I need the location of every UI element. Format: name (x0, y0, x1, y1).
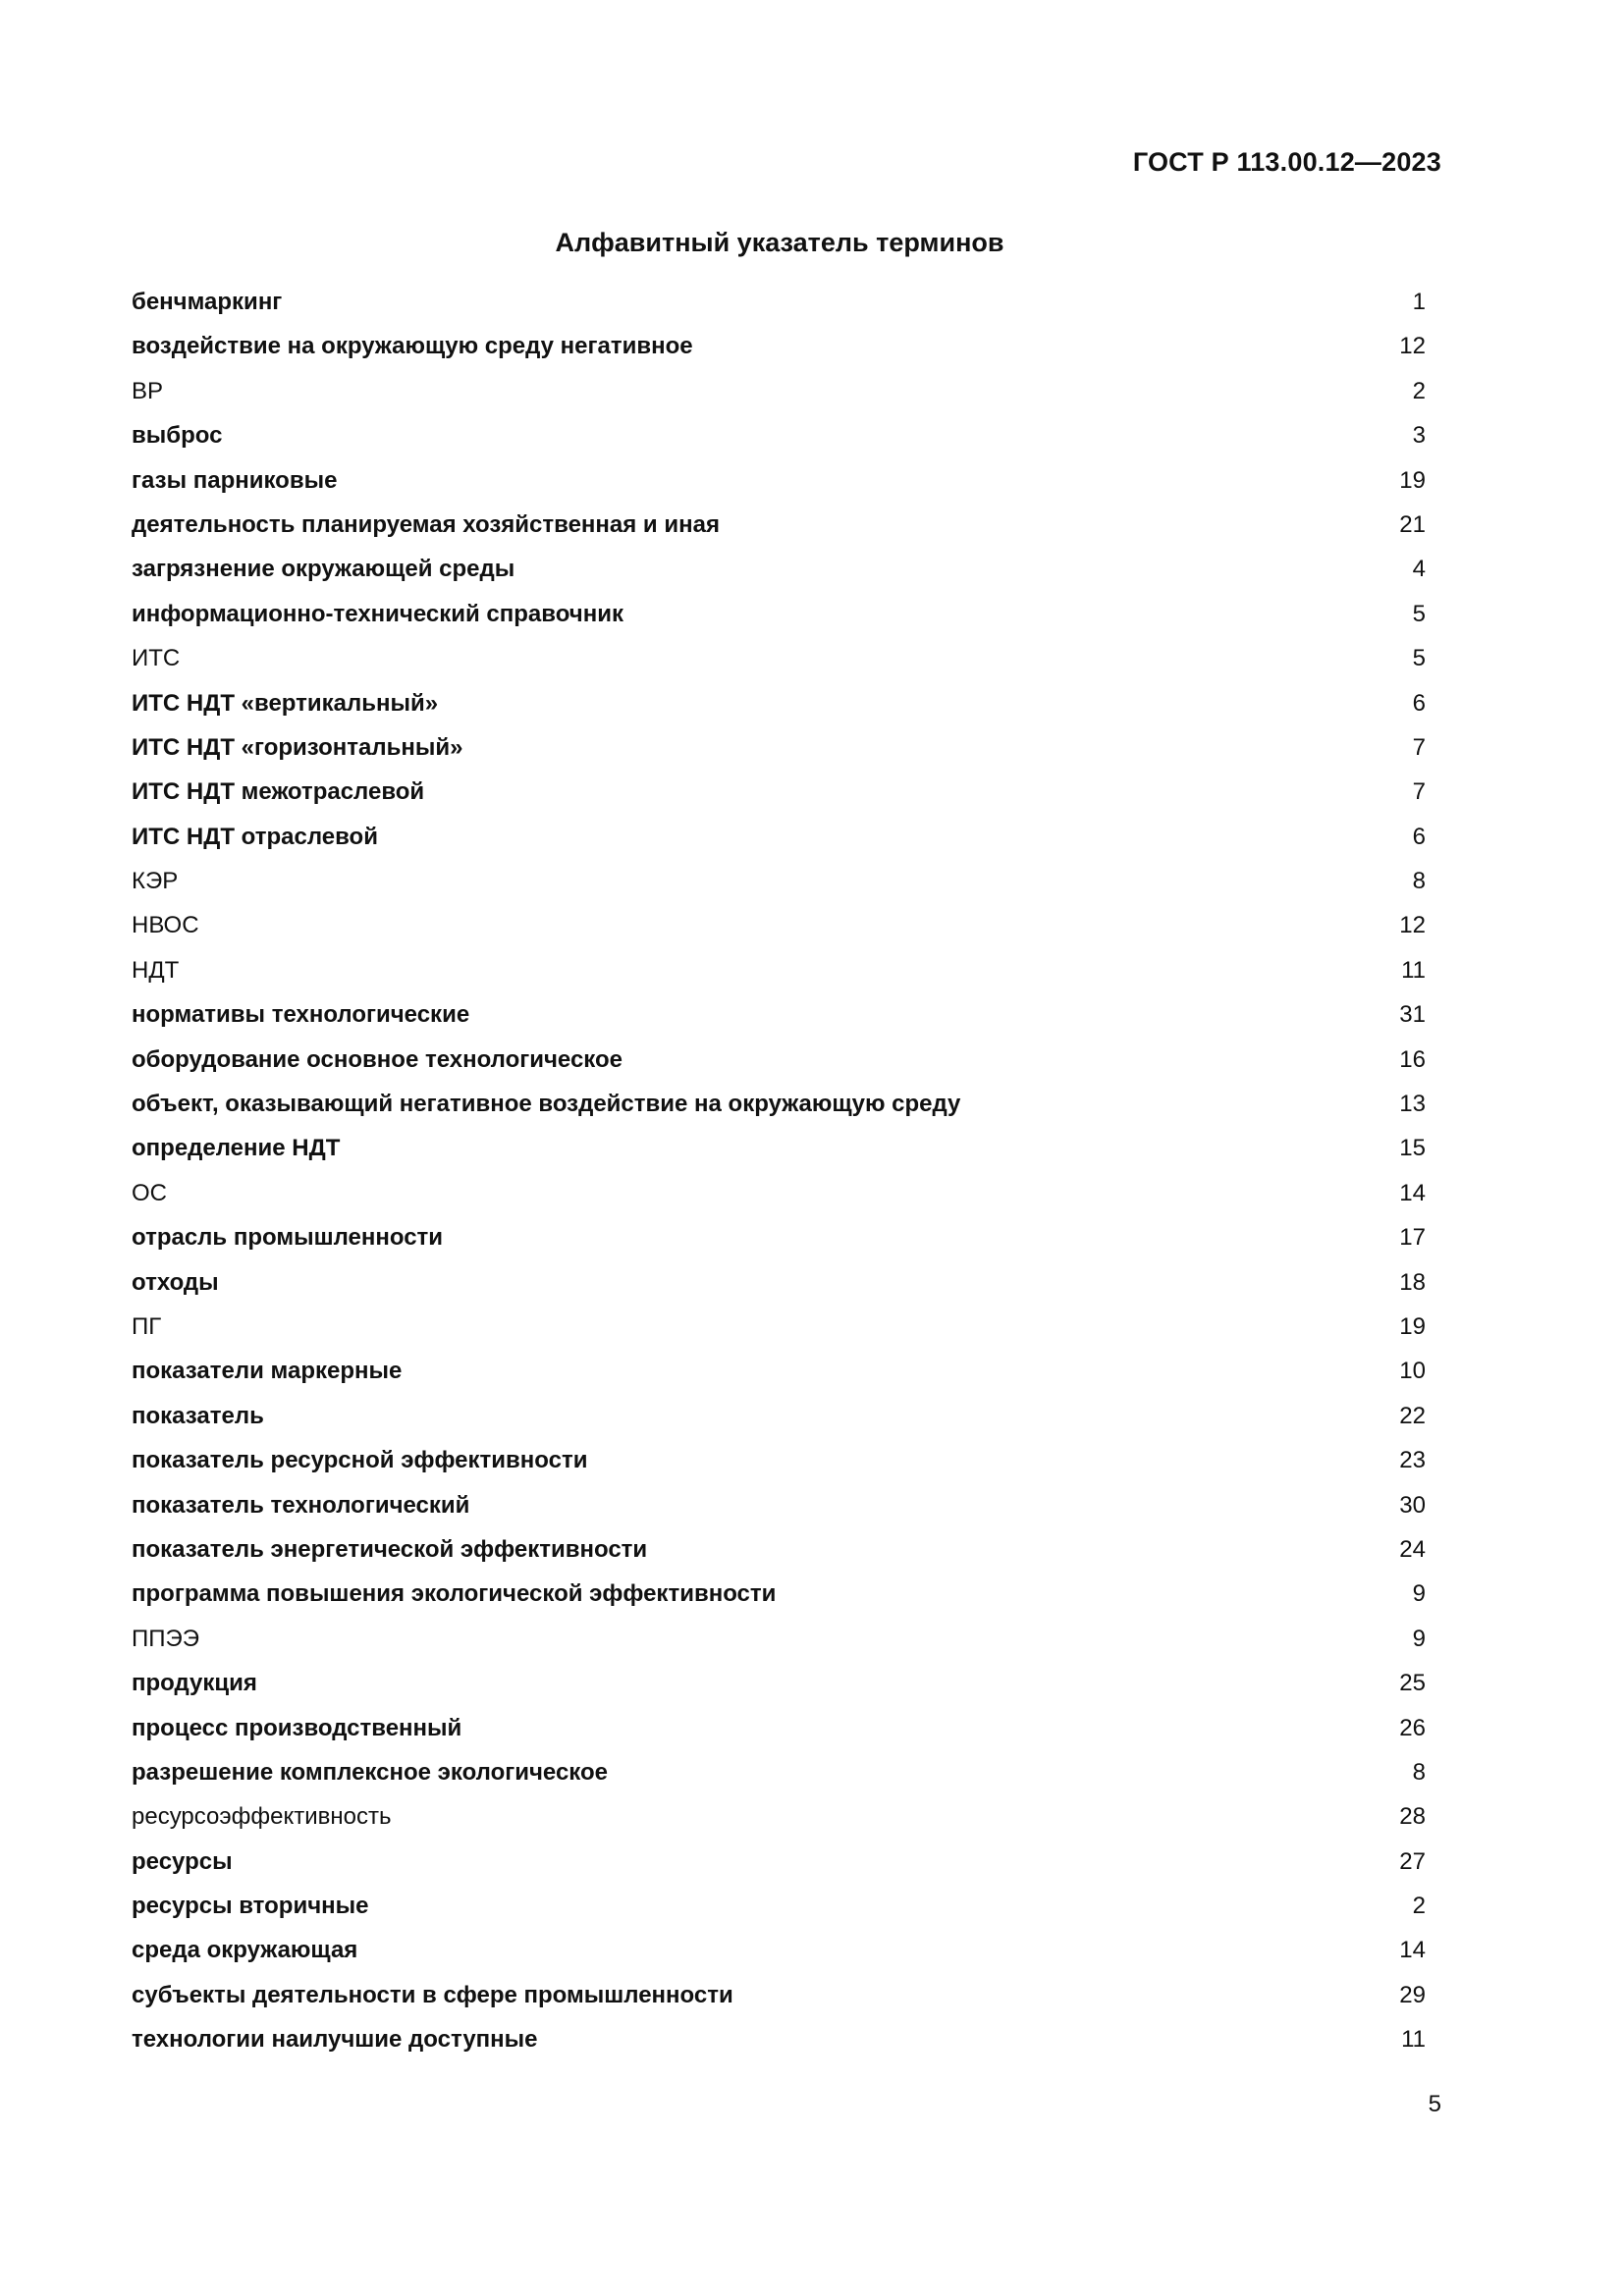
index-entry (132, 903, 1426, 947)
index-term: показатель (132, 1402, 264, 1429)
index-entry (132, 681, 1426, 725)
index-term: ПГ (132, 1312, 162, 1340)
index-term: ресурсы вторичные (132, 1893, 369, 1920)
index-term: продукция (132, 1670, 257, 1697)
index-entry (132, 413, 1426, 457)
index-term: бенчмаркинг (132, 289, 283, 315)
index-term: ИТС НДТ отраслевой (132, 823, 378, 850)
index-term: оборудование основное технологическое (132, 1045, 623, 1073)
index-term: показатель энергетической эффективности (132, 1535, 648, 1563)
index-term-ref: 23 (1399, 1447, 1426, 1474)
index-entry (132, 1215, 1426, 1259)
index-entry (132, 503, 1426, 547)
index-term: ИТС НДТ межотраслевой (132, 778, 425, 806)
index-entry (132, 1794, 1426, 1839)
index-term-ref: 2 (1412, 1893, 1426, 1920)
index-term-ref: 3 (1412, 422, 1426, 450)
index-entry (132, 280, 1426, 324)
index-term: загрязнение окружающей среды (132, 556, 515, 583)
index-term: выброс (132, 422, 223, 450)
index-entry (132, 1038, 1426, 1082)
index-term: ИТС (132, 645, 181, 672)
index-term: показатели маркерные (132, 1358, 403, 1385)
index-term-ref: 2 (1412, 377, 1426, 404)
index-term-ref: 16 (1399, 1045, 1426, 1073)
index-term: газы парниковые (132, 466, 338, 494)
index-term: показатель ресурсной эффективности (132, 1447, 588, 1474)
index-term: КЭР (132, 868, 179, 895)
index-term-ref: 14 (1399, 1179, 1426, 1206)
index-term-ref: 27 (1399, 1847, 1426, 1875)
index-entry (132, 547, 1426, 591)
index-term: среда окружающая (132, 1937, 358, 1964)
index-entry (132, 592, 1426, 636)
index-entry (132, 1973, 1426, 2017)
index-entry (132, 1082, 1426, 1126)
index-term: ИТС НДТ «вертикальный» (132, 689, 439, 717)
index-term-ref: 11 (1401, 2026, 1426, 2054)
index-term-ref: 30 (1399, 1491, 1426, 1519)
index-term: разрешение комплексное экологическое (132, 1758, 609, 1786)
term-index-list (132, 280, 1426, 2062)
index-term: ИТС НДТ «горизонтальный» (132, 733, 463, 761)
index-entry (132, 1260, 1426, 1305)
index-term-ref: 14 (1399, 1937, 1426, 1964)
index-entry (132, 1126, 1426, 1170)
index-entry (132, 815, 1426, 859)
index-entry (132, 1394, 1426, 1438)
index-term-ref: 22 (1399, 1402, 1426, 1429)
index-entry (132, 1438, 1426, 1482)
index-entry (132, 1661, 1426, 1705)
index-term-ref: 6 (1412, 823, 1426, 850)
index-term-ref: 28 (1399, 1803, 1426, 1831)
index-term-ref: 12 (1399, 912, 1426, 939)
index-term-ref: 31 (1399, 1001, 1426, 1029)
index-term-ref: 19 (1399, 1312, 1426, 1340)
index-term: НВОС (132, 912, 199, 939)
index-entry (132, 948, 1426, 992)
index-term: ВР (132, 377, 164, 404)
index-entry (132, 1572, 1426, 1616)
index-term-ref: 5 (1412, 600, 1426, 627)
index-term-ref: 6 (1412, 689, 1426, 717)
index-term-ref: 25 (1399, 1670, 1426, 1697)
index-term: ресурсы (132, 1847, 233, 1875)
index-term: программа повышения экологической эффективности (132, 1580, 777, 1608)
index-term-ref: 15 (1399, 1135, 1426, 1162)
index-term-ref: 10 (1399, 1358, 1426, 1385)
index-entry (132, 324, 1426, 368)
index-entry (132, 992, 1426, 1037)
index-entry (132, 1349, 1426, 1393)
index-term-ref: 4 (1412, 556, 1426, 583)
index-term: отходы (132, 1268, 219, 1296)
index-term-ref: 26 (1399, 1714, 1426, 1741)
index-entry (132, 859, 1426, 903)
index-term: технологии наилучшие доступные (132, 2026, 538, 2054)
index-term-ref: 9 (1412, 1625, 1426, 1652)
index-entry (132, 1527, 1426, 1572)
index-term: деятельность планируемая хозяйственная и иная (132, 510, 720, 538)
index-entry (132, 1928, 1426, 1972)
index-entry (132, 1171, 1426, 1215)
index-term-ref: 5 (1412, 645, 1426, 672)
index-term: информационно-технический справочник (132, 600, 623, 627)
index-term-ref: 1 (1412, 289, 1426, 315)
index-entry (132, 636, 1426, 680)
index-entry (132, 1884, 1426, 1928)
index-term: показатель технологический (132, 1491, 470, 1519)
index-term: отрасль промышленности (132, 1224, 444, 1252)
index-term: ППЭЭ (132, 1625, 199, 1652)
index-entry (132, 1706, 1426, 1750)
index-entry (132, 1840, 1426, 1884)
index-entry (132, 458, 1426, 503)
index-entry (132, 725, 1426, 770)
index-term: определение НДТ (132, 1135, 341, 1162)
page-number: 5 (1428, 2091, 1441, 2117)
index-entry (132, 770, 1426, 814)
index-entry (132, 2017, 1426, 2061)
index-term-ref: 24 (1399, 1535, 1426, 1563)
index-term-ref: 7 (1412, 733, 1426, 761)
index-term: НДТ (132, 956, 180, 984)
index-entry (132, 369, 1426, 413)
index-term-ref: 7 (1412, 778, 1426, 806)
index-title: Алфавитный указатель терминов (555, 228, 1004, 257)
index-term: ОС (132, 1179, 167, 1206)
index-term-ref: 11 (1401, 956, 1426, 984)
index-term: ресурсоэффективность (132, 1803, 392, 1831)
index-term-ref: 18 (1399, 1268, 1426, 1296)
index-term: субъекты деятельности в сфере промышленности (132, 1981, 733, 2008)
index-entry (132, 1617, 1426, 1661)
index-term: нормативы технологические (132, 1001, 470, 1029)
document-code: ГОСТ Р 113.00.12—2023 (1132, 147, 1441, 177)
index-term-ref: 29 (1399, 1981, 1426, 2008)
index-term-ref: 19 (1399, 466, 1426, 494)
index-term-ref: 12 (1399, 333, 1426, 360)
index-term: объект, оказывающий негативное воздействие на окружающую среду (132, 1091, 961, 1118)
index-term-ref: 21 (1399, 510, 1426, 538)
index-term-ref: 9 (1412, 1580, 1426, 1608)
index-term-ref: 13 (1399, 1091, 1426, 1118)
index-term: процесс производственный (132, 1714, 462, 1741)
index-entry (132, 1305, 1426, 1349)
index-term-ref: 8 (1412, 868, 1426, 895)
index-entry (132, 1483, 1426, 1527)
index-term: воздействие на окружающую среду негативное (132, 333, 693, 360)
index-term-ref: 8 (1412, 1758, 1426, 1786)
index-term-ref: 17 (1399, 1224, 1426, 1252)
index-entry (132, 1750, 1426, 1794)
